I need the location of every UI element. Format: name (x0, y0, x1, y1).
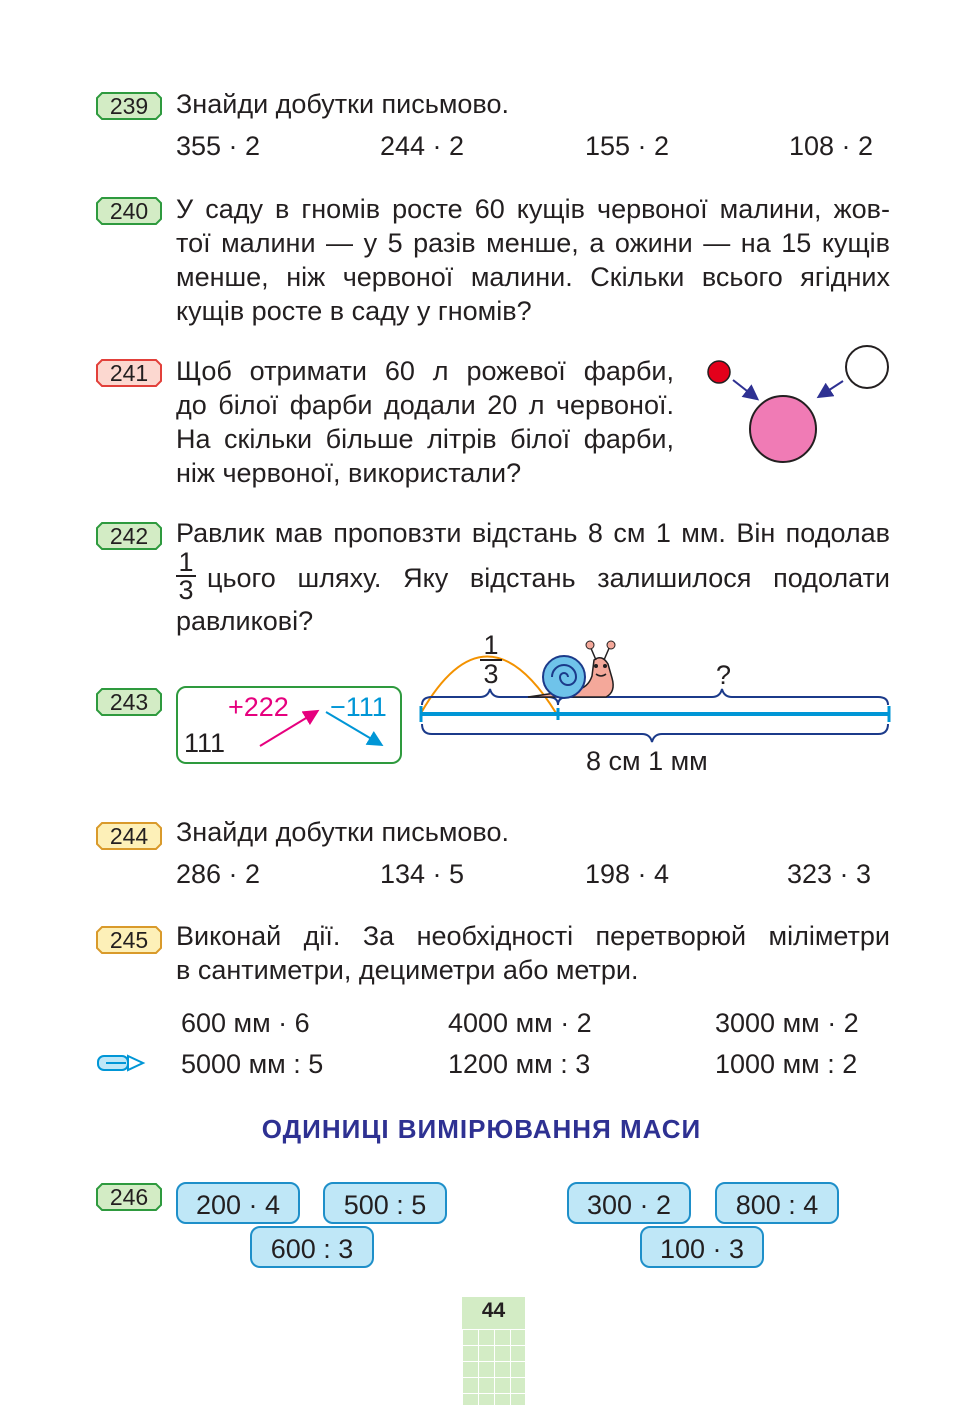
fraction-denominator: 3 (178, 575, 194, 605)
red-paint-drop (708, 361, 730, 383)
task-239-instruction: Знайди добутки письмово. (176, 89, 509, 119)
expression: 600 мм · 6 (181, 1008, 310, 1038)
task-number-badge-240 (96, 197, 162, 225)
expression: 198 · 4 (585, 859, 670, 889)
text-line: Щоб отримати 60 л рожевої фарби, (176, 356, 674, 386)
expression: 134 · 5 (380, 859, 465, 889)
expression-card: 200 · 4 (176, 1182, 300, 1224)
task-number-badge-239 (96, 92, 162, 120)
diagram-fraction-one-third (480, 630, 502, 689)
fraction-numerator: 1 (178, 547, 194, 577)
expression: 355 · 2 (176, 131, 261, 161)
expression: 244 · 2 (380, 131, 465, 161)
expression: 1000 мм : 2 (715, 1049, 858, 1079)
task-242-line-2 (207, 561, 890, 595)
task-number-badge-241 (96, 359, 162, 387)
task-244-instruction: Знайди добутки письмово. (176, 817, 509, 847)
task-number-badge-242 (96, 522, 162, 550)
expression: 108 · 2 (789, 131, 874, 161)
chain-plus-operation: +222 (228, 692, 289, 722)
expression-card: 600 : 3 (250, 1226, 374, 1268)
text-line: цього шляху. Яку відстань залишилося подолати (207, 563, 890, 593)
text-line: На скільки більше літрів білої фарби, (176, 424, 674, 454)
text-line: ніж червоної, використали? (176, 458, 522, 488)
text-line: кущів росте в саду у гномів? (176, 296, 532, 326)
task-242-line-1 (176, 516, 890, 550)
expression-card: 300 · 2 (567, 1182, 691, 1224)
task-number: 239 (109, 93, 149, 119)
task-number: 243 (109, 689, 149, 715)
text-line: в сантиметри, дециметри або метри. (176, 955, 639, 985)
fraction-denominator: 3 (483, 659, 499, 689)
text-line: тої малини — у 5 разів менше, а ожини — на 15 кущів (176, 228, 890, 258)
task-number: 244 (109, 823, 149, 849)
task-number: 245 (109, 927, 149, 953)
text-line: до білої фарби додали 20 л червоної. (176, 390, 674, 420)
task-242-line-3: равликові? (176, 606, 314, 636)
pink-paint-circle (750, 396, 816, 462)
fraction-one-third (176, 547, 196, 605)
task-number-badge-245 (96, 926, 162, 954)
text-line: менше, ніж червоної малини. Скільки всього ягідних (176, 262, 890, 292)
expression: 4000 мм · 2 (448, 1008, 592, 1038)
task-number: 242 (109, 523, 149, 549)
page-number: 44 (481, 1299, 506, 1322)
expression: 3000 мм · 2 (715, 1008, 859, 1038)
expression-card: 500 : 5 (323, 1182, 447, 1224)
section-heading: ОДИНИЦІ ВИМІРЮВАННЯ МАСИ (261, 1114, 702, 1144)
task-number-badge-243 (96, 688, 162, 716)
task-number: 240 (109, 198, 149, 224)
total-distance-label: 8 см 1 мм (586, 746, 708, 776)
task-number-badge-244 (96, 822, 162, 850)
expression-card: 800 : 4 (715, 1182, 839, 1224)
chain-arrows (178, 688, 400, 762)
page-number-tab (462, 1297, 525, 1405)
white-paint-circle (846, 346, 888, 388)
pencil-icon (96, 1052, 146, 1074)
task-240-problem-text (176, 192, 890, 328)
brace-total (422, 724, 888, 742)
task-241-problem-text (176, 354, 674, 490)
text-line: У саду в гномів росте 60 кущів червоної малини, жов- (176, 194, 890, 224)
expression: 286 · 2 (176, 859, 261, 889)
operation-chain-box (176, 686, 402, 764)
fraction-numerator: 1 (483, 630, 499, 660)
chain-minus-operation: −111 (330, 692, 387, 722)
task-number: 246 (109, 1184, 149, 1210)
expression: 155 · 2 (585, 131, 670, 161)
task-number-badge-246 (96, 1183, 162, 1211)
task-number: 241 (109, 360, 149, 386)
text-line: Виконай дії. За необхідності перетворюй міліметри (176, 921, 890, 951)
expression: 1200 мм : 3 (448, 1049, 591, 1079)
expression: 5000 мм : 5 (181, 1049, 324, 1079)
text-line: Равлик мав проповзти відстань 8 см 1 мм. Він подолав (176, 518, 890, 548)
expression-card: 100 · 3 (640, 1226, 764, 1268)
chain-start-number: 111 (184, 728, 226, 758)
snail-icon (528, 641, 615, 698)
expression: 323 · 3 (787, 859, 872, 889)
paint-mixing-illustration (700, 340, 900, 470)
unknown-distance-question: ? (716, 660, 732, 690)
task-245-instruction (176, 919, 890, 987)
